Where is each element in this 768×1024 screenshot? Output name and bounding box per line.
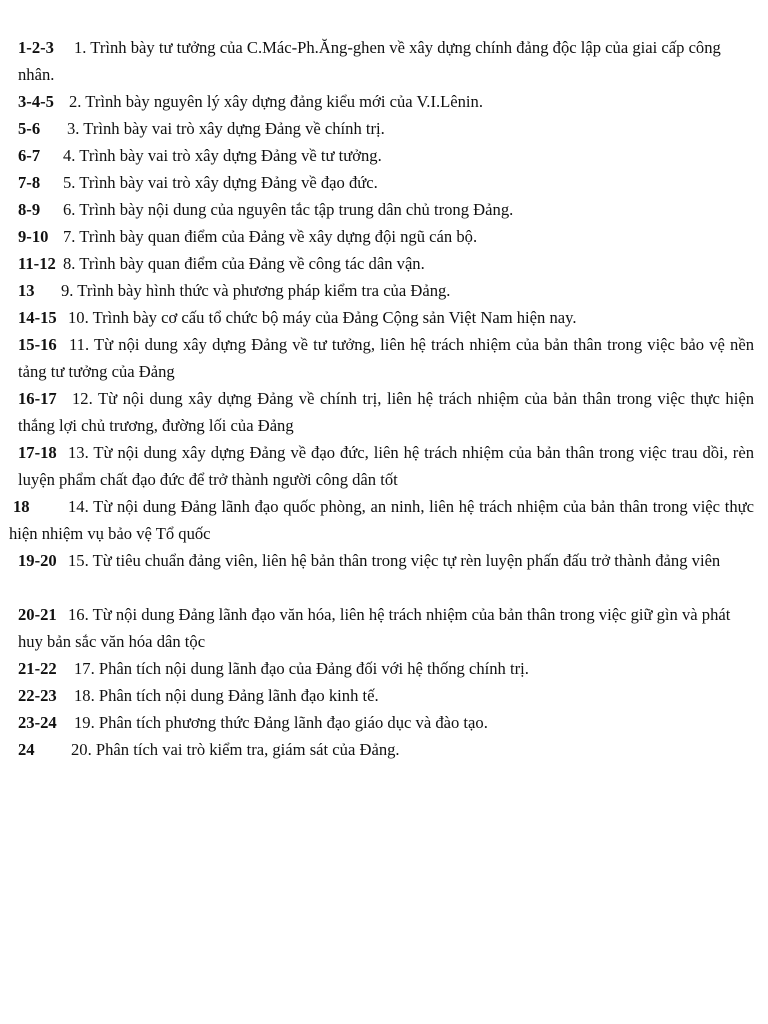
question-code: 1-2-3 xyxy=(18,38,54,57)
question-text: 15. Từ tiêu chuẩn đảng viên, liên hệ bản thân trong việc tự rèn luyện phấn đấu trở thành đảng viên xyxy=(68,551,721,570)
question-code: 17-18 xyxy=(18,443,57,462)
question-code: 8-9 xyxy=(18,200,41,219)
question-text: 12. Từ nội dung xây dựng Đảng về chính trị, liên hệ trách nhiệm của bản thân trong việc thực hiện thắng lợi chủ trương, đường lối của Đảng xyxy=(18,389,754,435)
question-text: 19. Phân tích phương thức Đảng lãnh đạo giáo dục và đào tạo. xyxy=(74,713,488,732)
question-code: 19-20 xyxy=(18,551,57,570)
question-code: 13 xyxy=(18,281,35,300)
question-code: 14-15 xyxy=(18,308,57,327)
question-text: 2. Trình bày nguyên lý xây dựng đảng kiểu mới của V.I.Lênin. xyxy=(69,92,483,111)
question-code: 23-24 xyxy=(18,713,57,732)
question-text: 16. Từ nội dung Đảng lãnh đạo văn hóa, liên hệ trách nhiệm của bản thân trong việc giữ gìn và phát huy bản sắc văn hóa dân tộc xyxy=(18,605,731,651)
question-code: 9-10 xyxy=(18,227,49,246)
question-text: 5. Trình bày vai trò xây dựng Đảng về đạo đức. xyxy=(63,173,378,192)
question-code: 7-8 xyxy=(18,173,41,192)
question-code: 15-16 xyxy=(18,335,57,354)
question-code: 11-12 xyxy=(18,254,56,273)
question-code: 20-21 xyxy=(18,605,57,624)
question-item xyxy=(18,88,754,115)
question-text: 7. Trình bày quan điểm của Đảng về xây dựng đội ngũ cán bộ. xyxy=(63,227,478,246)
question-text: 10. Trình bày cơ cấu tổ chức bộ máy của Đảng Cộng sản Việt Nam hiện nay. xyxy=(68,308,577,327)
question-code: 3-4-5 xyxy=(18,92,54,111)
question-item xyxy=(18,250,754,277)
question-item xyxy=(18,277,754,304)
question-item xyxy=(18,169,754,196)
question-code: 18 xyxy=(13,497,30,516)
question-text: 13. Từ nội dung xây dựng Đảng về đạo đức, liên hệ trách nhiệm của bản thân trong việc trau dồi, rèn luyện phẩm chất đạo đức để trở thành người công dân tốt xyxy=(18,443,754,489)
question-text: 20. Phân tích vai trò kiểm tra, giám sát của Đảng. xyxy=(71,740,400,759)
question-item xyxy=(18,34,754,88)
question-item xyxy=(9,493,754,547)
question-text: 17. Phân tích nội dung lãnh đạo của Đảng đối với hệ thống chính trị. xyxy=(74,659,529,678)
question-text: 14. Từ nội dung Đảng lãnh đạo quốc phòng, an ninh, liên hệ trách nhiệm của bản thân trong việc thực hiện nhiệm vụ bảo vệ Tổ quốc xyxy=(9,497,754,543)
question-item xyxy=(18,655,754,682)
question-item xyxy=(18,709,754,736)
question-code: 16-17 xyxy=(18,389,57,408)
question-text: 3. Trình bày vai trò xây dựng Đảng về chính trị. xyxy=(67,119,385,138)
question-item xyxy=(18,115,754,142)
question-text: 4. Trình bày vai trò xây dựng Đảng về tư tưởng. xyxy=(63,146,382,165)
question-item xyxy=(18,223,754,250)
question-item xyxy=(18,142,754,169)
question-item xyxy=(18,682,754,709)
question-text: 6. Trình bày nội dung của nguyên tắc tập trung dân chủ trong Đảng. xyxy=(63,200,514,219)
question-text: 1. Trình bày tư tưởng của C.Mác-Ph.Ăng-ghen về xây dựng chính đảng độc lập của giai cấp công nhân. xyxy=(18,38,721,84)
question-code: 6-7 xyxy=(18,146,41,165)
question-code: 22-23 xyxy=(18,686,57,705)
question-item xyxy=(18,439,754,493)
question-text: 11. Từ nội dung xây dựng Đảng về tư tưởng, liên hệ trách nhiệm của bản thân trong việc bảo vệ nền tảng tư tưởng của Đảng xyxy=(18,335,754,381)
question-item xyxy=(18,736,754,763)
question-item xyxy=(18,331,754,385)
question-code: 21-22 xyxy=(18,659,57,678)
question-code: 24 xyxy=(18,740,35,759)
question-item xyxy=(18,196,754,223)
question-item xyxy=(18,385,754,439)
question-text: 8. Trình bày quan điểm của Đảng về công tác dân vận. xyxy=(63,254,425,273)
question-item xyxy=(18,547,754,574)
question-code: 5-6 xyxy=(18,119,41,138)
question-text: 18. Phân tích nội dung Đảng lãnh đạo kinh tế. xyxy=(74,686,379,705)
question-item xyxy=(18,601,754,655)
question-item xyxy=(18,304,754,331)
question-text: 9. Trình bày hình thức và phương pháp kiểm tra của Đảng. xyxy=(61,281,451,300)
